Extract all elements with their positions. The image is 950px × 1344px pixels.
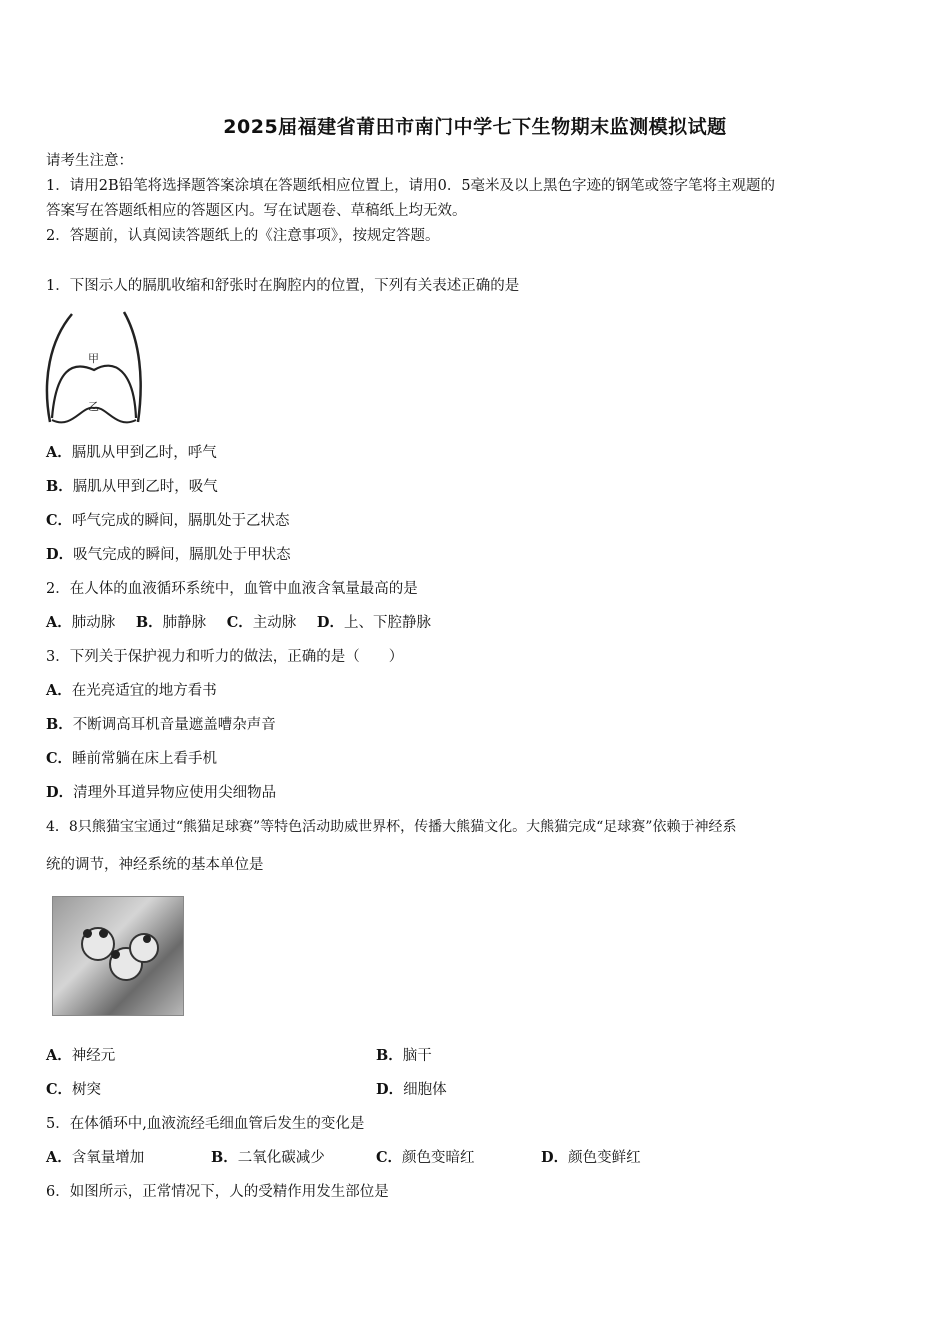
q1-option-b (46, 478, 218, 496)
q4-option-a (46, 1047, 115, 1065)
option-text: 肺静脉 (162, 615, 207, 631)
option-text: 膈肌从甲到乙时，呼气 (71, 445, 217, 461)
q2-options (46, 614, 447, 632)
option-label: A． (46, 614, 72, 631)
option-label: C． (46, 750, 73, 767)
option-text: 含氧量增加 (71, 1150, 145, 1166)
notice-line-3: 2．答题前，认真阅读答题纸上的《注意事项》，按规定答题。 (46, 228, 440, 244)
option-text: 树突 (72, 1082, 102, 1098)
option-text: 脑干 (402, 1048, 432, 1064)
q3-stem: 3．下列关于保护视力和听力的做法，正确的是（ ） (46, 649, 404, 665)
option-text: 清理外耳道异物应使用尖细物品 (73, 785, 277, 801)
option-text: 肺动脉 (71, 615, 116, 631)
q6-stem: 6．如图所示，正常情况下，人的受精作用发生部位是 (46, 1184, 389, 1200)
option-text: 在光亮适宜的地方看书 (71, 683, 217, 699)
q3-option-c (46, 750, 217, 768)
q4-option-c (46, 1081, 101, 1099)
option-label: A． (46, 444, 72, 461)
option-text: 颜色变鲜红 (568, 1150, 641, 1166)
q1-option-d (46, 546, 291, 564)
option-label: D． (316, 614, 344, 631)
option-text: 睡前常躺在床上看手机 (72, 751, 218, 767)
option-label: B． (46, 716, 73, 733)
option-text: 颜色变暗红 (402, 1150, 475, 1166)
option-text: 膈肌从甲到乙时，吸气 (72, 479, 218, 495)
notice-heading: 请考生注意： (46, 153, 133, 169)
option-label: C． (226, 614, 253, 631)
option-label: B． (376, 1047, 403, 1064)
option-text: 二氧化碳减少 (237, 1150, 325, 1166)
notice-line-1: 1．请用2B铅笔将选择题答案涂填在答题纸相应位置上，请用0．5毫米及以上黑色字迹的钢笔或签字笔将主观题的 (46, 178, 776, 194)
option-label: A． (46, 1149, 72, 1166)
q2-stem: 2．在人体的血液循环系统中，血管中血液含氧量最高的是 (46, 581, 418, 597)
option-label: C． (46, 1081, 73, 1098)
q1-stem: 1．下图示人的膈肌收缩和舒张时在胸腔内的位置，下列有关表述正确的是 (46, 278, 520, 294)
notice-line-2: 答案写在答题纸相应的答题区内。写在试题卷、草稿纸上均无效。 (46, 203, 467, 219)
panda-photo (52, 896, 184, 1016)
q5-option-a (46, 1149, 144, 1167)
option-label: A． (46, 682, 72, 699)
q5-option-d (541, 1149, 641, 1167)
q5-option-c (376, 1149, 475, 1167)
option-text: 神经元 (71, 1048, 116, 1064)
option-text: 吸气完成的瞬间，膈肌处于甲状态 (73, 547, 291, 563)
option-label: A． (46, 1047, 72, 1064)
q4-option-b (376, 1047, 432, 1065)
option-label: D． (46, 784, 74, 801)
option-label: C． (376, 1149, 403, 1166)
option-text: 呼气完成的瞬间，膈肌处于乙状态 (72, 513, 290, 529)
option-label: D． (376, 1081, 404, 1098)
q4-stem-line-1: 4．8只熊猫宝宝通过“熊猫足球赛”等特色活动助威世界杯，传播大熊猫文化。大熊猫完成“足球赛”依赖于神经系 (46, 819, 737, 835)
option-text: 不断调高耳机音量遮盖嘈杂声音 (72, 717, 276, 733)
option-label: B． (135, 614, 163, 631)
q1-option-c (46, 512, 290, 530)
option-label: D． (541, 1149, 569, 1166)
option-label: B． (46, 478, 73, 495)
diagram-label-yi: 乙 (88, 400, 99, 413)
option-text: 细胞体 (403, 1082, 447, 1098)
q3-option-a (46, 682, 217, 700)
option-label: D． (46, 546, 74, 563)
q3-option-b (46, 716, 276, 734)
q5-option-b (211, 1149, 325, 1167)
q1-option-a (46, 444, 217, 462)
page-title: 2025届福建省莆田市南门中学七下生物期末监测模拟试题 (223, 116, 727, 138)
option-text: 上、下腔静脉 (343, 615, 431, 631)
q3-option-d (46, 784, 276, 802)
q4-option-d (376, 1081, 447, 1099)
diagram-label-jia: 甲 (88, 352, 99, 365)
option-label: C． (46, 512, 73, 529)
option-label: B． (211, 1149, 238, 1166)
option-text: 主动脉 (252, 615, 297, 631)
q5-stem: 5．在体循环中,血液流经毛细血管后发生的变化是 (46, 1116, 365, 1132)
q4-stem-line-2: 统的调节，神经系统的基本单位是 (46, 857, 264, 873)
diaphragm-diagram (42, 310, 147, 430)
